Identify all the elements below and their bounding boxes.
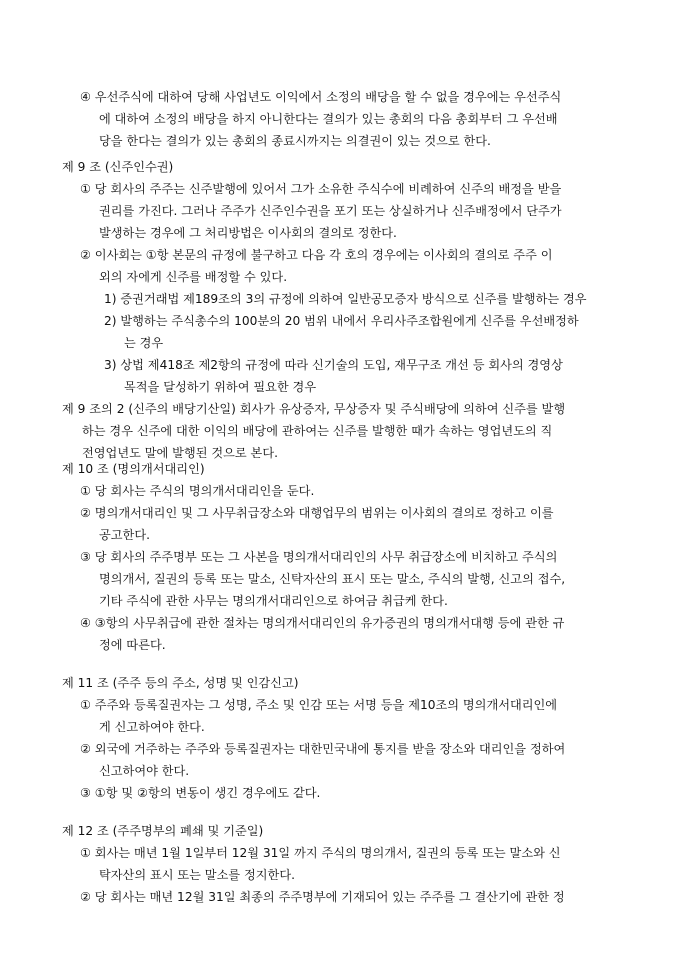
text-line: 3) 상법 제418조 제2항의 규정에 따라 신기술의 도입, 재무구조 개선 등 회사의 경영상 xyxy=(104,358,563,372)
article-9-2 xyxy=(62,398,622,464)
text-line: 외의 자에게 신주를 배정할 수 있다. xyxy=(99,270,288,284)
text-line: 발생하는 경우에 그 처리방법은 이사회의 결의로 정한다. xyxy=(99,226,397,240)
text-line: 게 신고하여야 한다. xyxy=(99,720,205,734)
article-11-item-1 xyxy=(80,694,620,738)
text-line: ④ ③항의 사무취급에 관한 절차는 명의개서대리인의 유가증권의 명의개서대행 등에 관한 규 xyxy=(80,616,565,630)
text-line: 신고하여야 한다. xyxy=(99,764,190,778)
text-line: 1) 증권거래법 제189조의 3의 규정에 의하여 일반공모증자 방식으로 신주를 발행하는 경우 xyxy=(104,292,587,306)
text-line: 탁자산의 표시 또는 말소를 정지한다. xyxy=(99,868,295,882)
text-line: 전영업년도 말에 발행된 것으로 본다. xyxy=(82,446,278,460)
article-10-heading: 제 10 조 (명의개서대리인) xyxy=(62,462,205,476)
article-9-subitem-2 xyxy=(104,310,624,354)
text-line: 기타 주식에 관한 사무는 명의개서대리인으로 하여금 취급케 한다. xyxy=(99,594,448,608)
text-line: ② 당 회사는 매년 12월 31일 최종의 주주명부에 기재되어 있는 주주를 그 결산기에 관한 정 xyxy=(80,890,565,904)
article-9-heading: 제 9 조 (신주인수권) xyxy=(62,160,174,174)
article-12-heading: 제 12 조 (주주명부의 폐쇄 및 기준일) xyxy=(62,824,264,838)
text-line: 권리를 가진다. 그러나 주주가 신주인수권을 포기 또는 상실하거나 신주배정에서 단주가 xyxy=(99,204,562,218)
article-8-item-4 xyxy=(80,86,620,152)
text-line: ③ ①항 및 ②항의 변동이 생긴 경우에도 같다. xyxy=(80,786,321,800)
text-line: 정에 따른다. xyxy=(99,638,166,652)
text-line: 공고한다. xyxy=(99,528,150,542)
article-9-subitem-3 xyxy=(104,354,624,398)
article-12-item-2 xyxy=(80,886,620,908)
article-10-item-4 xyxy=(80,612,620,656)
text-line: ② 외국에 거주하는 주주와 등록질권자는 대한민국내에 통지를 받을 장소와 대리인을 정하여 xyxy=(80,742,566,756)
text-line: 2) 발행하는 주식총수의 100분의 20 범위 내에서 우리사주조합원에게 신주를 우선배정하 xyxy=(104,314,579,328)
article-12-item-1 xyxy=(80,842,620,886)
text-line: ① 당 회사의 주주는 신주발행에 있어서 그가 소유한 주식수에 비례하여 신주의 배정을 받을 xyxy=(80,182,562,196)
text-line: ① 주주와 등록질권자는 그 성명, 주소 및 인감 또는 서명 등을 제10조의 명의개서대리인에 xyxy=(80,698,558,712)
text-line: 에 대하여 소정의 배당을 하지 아니한다는 결의가 있는 총회의 다음 총회부터 그 우선배 xyxy=(99,112,558,126)
article-9-subitem-1 xyxy=(104,288,624,310)
text-line: ① 회사는 매년 1월 1일부터 12월 31일 까지 주식의 명의개서, 질권의 등록 또는 말소와 신 xyxy=(80,846,561,860)
article-11-heading: 제 11 조 (주주 등의 주소, 성명 및 인감신고) xyxy=(62,676,299,690)
text-line: 제 9 조의 2 (신주의 배당기산일) 회사가 유상증자, 무상증자 및 주식배당에 의하여 신주를 발행 xyxy=(62,402,566,416)
text-line: ④ 우선주식에 대하여 당해 사업년도 이익에서 소정의 배당을 할 수 없을 경우에는 우선주식 xyxy=(80,90,562,104)
text-line: 명의개서, 질권의 등록 또는 말소, 신탁자산의 표시 또는 말소, 주식의 발행, 신고의 접수, xyxy=(99,572,566,586)
article-10-item-2 xyxy=(80,502,620,546)
text-line: 당을 한다는 결의가 있는 총회의 종료시까지는 의결권이 있는 것으로 한다. xyxy=(99,134,491,148)
article-11-item-3 xyxy=(80,782,620,804)
text-line: ② 명의개서대리인 및 그 사무취급장소와 대행업무의 범위는 이사회의 결의로 정하고 이를 xyxy=(80,506,554,520)
article-10-item-3 xyxy=(80,546,620,612)
article-10-item-1 xyxy=(80,480,620,502)
text-line: ③ 당 회사의 주주명부 또는 그 사본을 명의개서대리인의 사무 취급장소에 비치하고 주식의 xyxy=(80,550,558,564)
text-line: ① 당 회사는 주식의 명의개서대리인을 둔다. xyxy=(80,484,315,498)
text-line: 목적을 달성하기 위하여 필요한 경우 xyxy=(124,380,317,394)
article-9-item-1 xyxy=(80,178,620,244)
text-line: 하는 경우 신주에 대한 이익의 배당에 관하여는 신주를 발행한 때가 속하는 영업년도의 직 xyxy=(82,424,553,438)
article-11-item-2 xyxy=(80,738,620,782)
article-9-item-2 xyxy=(80,244,620,288)
text-line: 는 경우 xyxy=(124,336,164,350)
text-line: ② 이사회는 ①항 본문의 규정에 불구하고 다음 각 호의 경우에는 이사회의 결의로 주주 이 xyxy=(80,248,553,262)
